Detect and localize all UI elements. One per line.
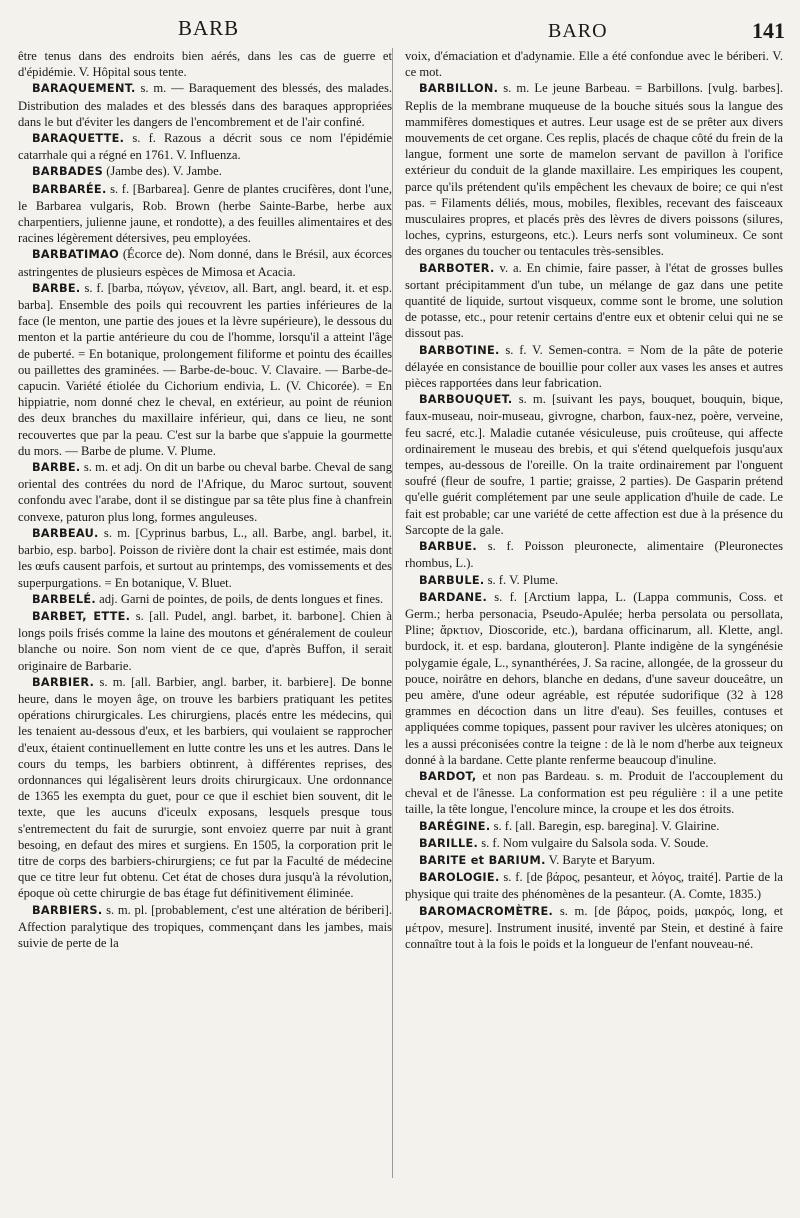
entry-headword: BARITE et BARIUM. xyxy=(419,853,546,867)
entry-headword: BAROMACROMÈTRE. xyxy=(419,904,554,918)
dictionary-entry xyxy=(18,181,392,247)
entry-headword: BARAQUEMENT. xyxy=(32,82,136,96)
running-head-left: BARB xyxy=(178,16,240,40)
dictionary-entry xyxy=(405,538,783,571)
entry-text: (Jambe des). V. Jambe. xyxy=(106,164,222,179)
dictionary-entry xyxy=(405,80,783,259)
entry-text: voix, d'émaciation et d'adynamie. Elle a été confondue avec le bériberi. V. ce mot. xyxy=(405,49,783,80)
entry-text: s. f. [Barbarea]. Genre de plantes crucifères, dont l'une, le Barbarea vulgaris, Rob. Brown (herbe Sainte-Barbe, herbe aux charpentiers, julienne jaune, et rondotte), a des feuilles alimentaires et des racines légèrement détersives, peu employées. xyxy=(18,181,392,246)
entry-text: et non pas Bardeau. s. m. Produit de l'accouplement du cheval et de l'ânesse. La conformation est peu régulière : il a une petite taille, la tête longue, l'encolure mince, la croupe et les dos étroits. xyxy=(405,768,784,817)
entry-text: s. m. [all. Barbier, angl. barber, it. barbiere]. De bonne heure, dans le moyen âge, on trouve les barbiers pratiquant les petites opérations chirurgicales. Les chirurgiens, placés entre les médecins, qui les tenaient au-dessous d'eux, et les barbiers, qui voulaient se rapprocher d'eux, étaient continuellement en lutte contre les uns et les autres. Dans le cours du temps, les barbiers obtinrent, à différentes reprises, des ordonnances qui légalisèrent leurs droits chirurgicaux. Une ordonnance de 1365 les exempta du guet, pour ce que il eschiet bien souvent, dit le texte, que les aucuns d'iceulx exposans, lesquels presque tous s'entremectent du fait de sururgie, sont envoiez querre par nuit à grant besoing, en defaut des mires et surgiens. En 1505, la corporation prit le titre de corps des barbiers-chirurgiens; ce fut par la Faculté de médecine que ce titre leur fut obtenu. Cet état de choses dura jusqu'à la révolution, époque où cette chirurgie de bas étage fut définitivement éliminée. xyxy=(18,674,392,901)
entry-headword: BARBATIMAO xyxy=(32,248,120,262)
entry-text: s. m. Le jeune Barbeau. = Barbillons. [vulg. barbes]. Replis de la membrane muqueuse de la bouche situés sous la langue des mammifères domestiques et autres. Leur usage est de se prêter aux divers mouvements de cet organe. Ces replis, placés de chaque côté du frein de la langue, forment une sorte de mamelon servant de pavillon à l'orifice extérieur du conduit de la glande maxillaire. Les empiriques les coupent, parce qu'ils prétendent qu'ils empêchent les chevaux de boire; ce qui n'est pas. = Filaments déliés, mous, mobiles, flexibles, recevant des faisceaux musculaires propres, et placés près des lèvres de divers poissons (silures, loches, cyprins, esturgeons, etc.). Leurs nerfs sont volumineux. Ce sont des organes du toucher ou tentacules très-sensibles. xyxy=(405,81,783,259)
page-header xyxy=(0,8,800,43)
entry-headword: BARBOTINE. xyxy=(419,343,500,357)
entry-text: s. [all. Pudel, angl. barbet, it. barbone]. Chien à longs poils frisés comme la laine des moutons et généralement de couleur blanche ou noire. Son nom vient de ce que, d'après Buffon, il serait originaire de Barbarie. xyxy=(18,608,392,673)
entry-text: s. f. [de βάρος, pesanteur, et λόγος, traité]. Partie de la physique qui traite des phénomènes de la pesanteur. (A. Comte, 1835.) xyxy=(405,870,783,902)
dictionary-entry xyxy=(405,260,783,342)
entry-headword: BARBIERS. xyxy=(32,903,103,917)
dictionary-entry xyxy=(18,163,392,180)
running-head-right: BARO xyxy=(548,20,608,42)
dictionary-entry xyxy=(18,130,392,163)
entry-text: v. a. En chimie, faire passer, à l'état de grosses bulles sortant précipitamment d'un tube, un mélange de gaz dans une petite quantité de liquide, surtout visqueux, comme sont le brome, une solution de potasse, etc., pour retenir certains d'entre eux et obtenir celui qui ne se dissout pas. xyxy=(405,260,783,341)
dictionary-entry xyxy=(18,591,392,608)
entry-text: s. m. [suivant les pays, bouquet, bouquin, bique, faux-museau, noir-museau, givrogne, charbon, faux-nez, poère, verveine, feu sacré, etc.]. Maladie cutanée vésiculeuse, puis croûteuse, qui affecte ordinairement le museau des brebis, et qui s'étend quelquefois jusqu'aux tempes, au-dessous de l'oreille. On la traite ordinairement par l'onguent soufré (fleur de soufre, 1 partie; graisse, 2 parties). De Gasparin prétend qu'elle guérit complétement par une seule application d'huile de cade. Le fait est probable; car une variété de cette affection est due à la présence du Sarcopte de la gale. xyxy=(405,392,784,537)
page-number: 141 xyxy=(752,18,785,43)
right-column xyxy=(405,48,783,952)
entry-headword: BARBULE. xyxy=(419,573,485,587)
dictionary-entry xyxy=(405,589,783,768)
entry-text: adj. Garni de pointes, de poils, de dents longues et fines. xyxy=(99,591,384,606)
entry-headword: BARBE. xyxy=(32,281,81,295)
dictionary-entry xyxy=(18,80,392,130)
entry-text: s. f. Poisson pleuronecte, alimentaire (Pleuronectes rhombus, L.). xyxy=(405,539,783,571)
dictionary-entry xyxy=(405,342,783,392)
entry-text: s. m. et adj. On dit un barbe ou cheval barbe. Cheval de sang oriental des contrées du nord de l'Afrique, du Maroc surtout, souvent confondu avec l'arabe, dont il se distingue par sa tête plus fine à chanfrein convexe, paturon plus long, formes anguleuses. xyxy=(18,460,392,524)
entry-headword: BARBELÉ. xyxy=(32,592,96,606)
dictionary-entry xyxy=(405,903,783,953)
entry-headword: BARILLE. xyxy=(419,836,479,850)
entry-headword: BARBARÉE. xyxy=(32,182,107,196)
dictionary-entry xyxy=(18,902,392,952)
entry-headword: BARDANE. xyxy=(419,590,488,604)
entry-text: s. f. [Arctium lappa, L. (Lappa communis, Coss. et Germ.; herba personacia, Pseudo-Apulée; herba persolata ou persollata, Pline; ἄρκτιον, Dioscoride, etc.), bardana officinarum, all. Klette, angl. burdock, it. et esp. bardana, glouteron]. Plante indigène de la syngénésie polygamie égale, L., synanthérées, J. Sa racine, allongée, de la grosseur du pouce, noirâtre en dehors, blanche en dedans, d'une saveur douceâtre, un peu amère, d'une odeur agréable, est réputée sudorifique (32 à 128 grammes en décoction dans un litre d'eau). Ses feuilles, contuses et appliquées comme topiques, passent pour raviver les ulcères atoniques; on les a aussi préconisées contre la teigne : de là le nom d'herbe aux teigneux donné à la bardane. Cette plante renferme beaucoup d'inuline. xyxy=(405,589,783,767)
dictionary-entry xyxy=(18,280,392,459)
entry-headword: BARBE. xyxy=(32,461,81,475)
entry-text: (Écorce de). Nom donné, dans le Brésil, aux écorces astringentes de plusieurs espèces de Mimosa et Acacia. xyxy=(18,247,392,279)
entry-text: s. m. — Baraquement des blessés, des malades. Distribution des malades et des blessés dans des baraques appropriées dans le but d'éviter les dangers de l'encombrement et de l'air confiné. xyxy=(18,81,392,129)
entry-headword: BARBOUQUET. xyxy=(419,393,513,407)
entry-text: s. f. Nom vulgaire du Salsola soda. V. Soude. xyxy=(481,835,709,850)
entry-text: s. f. Razous a décrit sous ce nom l'épidémie catarrhale qui a régné en 1761. V. Influenza. xyxy=(18,131,392,163)
dictionary-entry xyxy=(405,818,783,835)
entry-headword: BARÉGINE. xyxy=(419,819,491,833)
column-divider xyxy=(392,48,393,1178)
entry-text: s. m. [Cyprinus barbus, L., all. Barbe, angl. barbel, it. barbio, esp. barbo]. Poisson de rivière dont la chair est estimée, mais dont les œufs causent parfois, et surtout au printemps, des vomissements et des superpurgations. = En botanique, V. Bluet. xyxy=(18,525,392,590)
entry-headword: BARBOTER. xyxy=(419,261,495,275)
dictionary-entry xyxy=(18,608,392,674)
dictionary-entry xyxy=(405,572,783,589)
entry-headword: BARBET, ETTE. xyxy=(32,609,131,623)
dictionary-entry xyxy=(405,852,783,869)
entry-headword: BARBUE. xyxy=(419,540,477,554)
entry-headword: BARBIER. xyxy=(32,675,95,689)
entry-text: s. m. [de βάρος, poids, μακρός, long, et μέτρον, mesure]. Instrument inusité, inventé par Stein, et destiné à faire connaître tout à la fois le poids et la longueur de l'enfant nouveau-né. xyxy=(405,903,783,951)
dictionary-entry xyxy=(18,246,392,279)
entry-text: s. m. pl. [probablement, c'est une altération de bériberi]. Affection paralytique des tropiques, commençant dans les jambes, mais suivie de perte de la xyxy=(18,902,392,950)
entry-headword: BARAQUETTE. xyxy=(32,132,125,146)
entry-text: s. f. V. Semen-contra. = Nom de la pâte de poterie délayée en consistance de bouillie pour coller aux vases les anses et autres pièces rapportées dans leur fabrication. xyxy=(405,342,783,391)
dictionary-entry xyxy=(405,391,783,538)
entry-headword: BARBEAU. xyxy=(32,526,99,540)
entry-text: s. f. [all. Baregin, esp. baregina]. V. Glairine. xyxy=(493,818,720,833)
entry-text: s. f. [barba, πώγων, γένειον, all. Bart, angl. beard, it. et esp. barba]. Ensemble des poils qui recouvrent les parties inférieures de la face (le menton, une partie des joues et la lèvre supérieure), le dessous du menton et la partie antérieure du cou de l'homme, lorsqu'il a atteint l'âge de puberté. = En botanique, prolongement filiforme et pointu des écailles ou paillettes des graminées. — Barbe-de-bouc. V. Clavaire. — Barbe-de-capucin. Variété étiolée du Cichorium endivia, L. (V. Chicorée). = En hippiatrie, nom donné chez le cheval, en extérieur, au point de réunion des deux branches du maxillaire inférieur, qui, dans ce lieu, ne sont recouvertes que par la peau. C'est sur la barbe que s'appuie la gourmette du mors. — Barbe de plume. V. Plume. xyxy=(18,280,392,458)
dictionary-entry xyxy=(18,674,392,902)
dictionary-entry xyxy=(18,459,392,525)
entry-headword: BAROLOGIE. xyxy=(419,871,500,885)
dictionary-entry xyxy=(405,869,783,902)
dictionary-entry xyxy=(18,48,392,80)
dictionary-entry xyxy=(405,768,783,818)
left-column xyxy=(18,48,392,951)
dictionary-entry xyxy=(18,525,392,591)
dictionary-entry xyxy=(405,835,783,852)
entry-headword: BARDOT, xyxy=(419,769,477,783)
entry-headword: BARBILLON. xyxy=(419,82,499,96)
entry-headword: BARBADES xyxy=(32,165,104,179)
entry-text: être tenus dans des endroits bien aérés, dans les cas de guerre et d'épidémie. V. Hôpital sous tente. xyxy=(18,49,392,80)
entry-text: V. Baryte et Baryum. xyxy=(548,852,656,867)
dictionary-entry xyxy=(405,48,783,80)
entry-text: s. f. V. Plume. xyxy=(487,572,559,587)
